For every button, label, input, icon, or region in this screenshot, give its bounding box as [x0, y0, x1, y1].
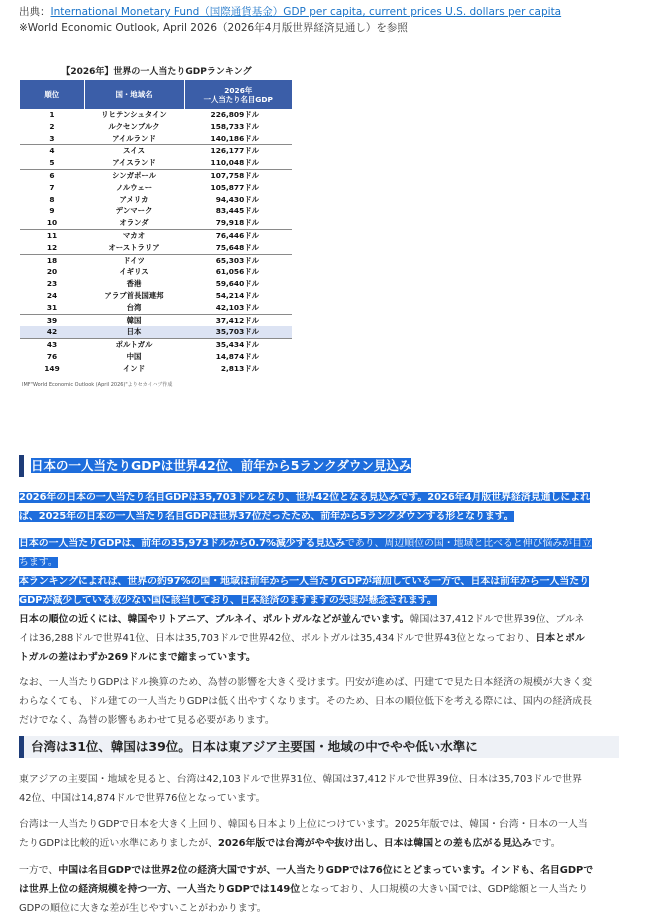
- cell-rank: 31: [46, 302, 58, 312]
- cell-country: スイス: [84, 145, 184, 157]
- table-row: [20, 133, 292, 145]
- table-row: [20, 314, 292, 326]
- header-gdp-label: 一人当たり名目GDP: [203, 94, 273, 104]
- cell-country: ノルウェー: [115, 182, 153, 192]
- cell-rank: 1: [49, 110, 55, 119]
- cell-gdp: 54,214ドル: [215, 290, 259, 300]
- cell-country: アイルランド: [112, 133, 156, 143]
- cell-rank: 24: [46, 290, 58, 300]
- table-row: [20, 157, 292, 169]
- section1-p4-text: なお、一人当たりGDPはドル換算のため、為替の影響を大きく受けます。円安が進めば、円建てで見た日本経済の規模が大きく変わらなくても、ドル建ての一人当たりGDPは低く出やすくなります。そのため、日本の順位低下を考える際には、国内の経済成長だけでなく、為替の影響もあわせて見る必要があります。: [19, 677, 593, 726]
- cell-country: 台湾: [126, 302, 142, 312]
- cell-gdp: 226,809ドル: [210, 110, 259, 119]
- cell-gdp: 158,733ドル: [210, 121, 259, 131]
- section2-paragraph-2: [19, 815, 594, 853]
- cell-gdp: 126,177ドル: [184, 145, 292, 157]
- section2-paragraph-1: [19, 770, 594, 808]
- section1-heading: [19, 455, 619, 477]
- section1-p3-text: 韓国は37,412ドルで世界39位、ブルネイは36,288ドルで世界41位、日本は35,703ドルで世界42位、ポルトガルは35,434ドルで世界43位となっており、: [19, 614, 585, 644]
- cell-country: 韓国: [84, 314, 184, 326]
- figure-title: 【2026年】世界の一人当たりGDPランキング: [61, 67, 252, 77]
- section1-p2-bold-2: 本ランキングによれば、世界の約97%の国・地域は前年から一人当たりGDPが増加している一方で、日本は前年から一人当たりGDPが減少している数少ない国に該当しており、日本経済のますますの失速が懸念されます。: [19, 576, 590, 606]
- figure-note: IMF"World Economic Outlook (April 2026)"よりセカイハブ作成: [22, 381, 173, 388]
- cell-country: シンガポール: [84, 169, 184, 181]
- source-link[interactable]: International Monetary Fund（国際通貨基金）GDP per capita, current prices U.S. dollars per capita: [50, 6, 562, 18]
- cell-rank: 5: [49, 158, 55, 168]
- section1-p2-rest: であり、周辺順位の国・地域と比べると伸び悩みが目立ちます。: [19, 538, 592, 568]
- cell-rank: 20: [46, 267, 58, 277]
- cell-gdp: 83,445ドル: [215, 206, 259, 216]
- header-rank: 順位: [20, 80, 84, 109]
- cell-country: オランダ: [119, 218, 149, 228]
- cell-rank: 8: [49, 194, 55, 204]
- table-row: [20, 363, 292, 375]
- section1-p3-bold-2: 日本とポルトガルの差はわずか269ドルにまで縮まっています。: [19, 633, 585, 663]
- table-row: [20, 109, 292, 121]
- cell-country: アイスランド: [112, 158, 156, 168]
- cell-gdp: 42,103ドル: [215, 302, 259, 312]
- section2-p3-start: 一方で、: [19, 865, 59, 876]
- cell-gdp: 61,056ドル: [215, 267, 259, 277]
- table-header-row: [20, 80, 292, 109]
- cell-country: デンマーク: [115, 206, 153, 216]
- section2-paragraph-3: [19, 861, 594, 917]
- cell-rank: 18: [20, 254, 84, 266]
- cell-rank: 149: [44, 363, 60, 373]
- cell-gdp: 94,430ドル: [215, 194, 259, 204]
- table-row: [20, 217, 292, 229]
- header-country: 国・地域名: [84, 80, 184, 109]
- section2-p1-text: 東アジアの主要国・地域を見ると、台湾は42,103ドルで世界31位、韓国は37,412ドルで世界39位、日本は35,703ドルで世界42位、中国は14,874ドルで世界76位となっています。: [19, 774, 582, 804]
- cell-rank: 43: [20, 339, 84, 351]
- table-body: [20, 109, 292, 375]
- ranking-table: [20, 80, 292, 375]
- table-row: [20, 254, 292, 266]
- table-row: [20, 242, 292, 254]
- cell-gdp: 76,446ドル: [184, 229, 292, 241]
- section2-p2-bold: 2026年版では台湾がやや抜け出し、日本は韓国との差も広がる見込み: [217, 838, 532, 849]
- cell-rank: 3: [49, 133, 55, 143]
- section2-heading: 台湾は31位、韓国は39位。日本は東アジア主要国・地域の中でやや低い水準に: [19, 736, 619, 758]
- cell-country: アメリカ: [119, 194, 149, 204]
- cell-country: ドイツ: [84, 254, 184, 266]
- cell-rank: 39: [20, 314, 84, 326]
- header-gdp-year: 2026年: [224, 85, 253, 95]
- table-row: [20, 205, 292, 217]
- cell-gdp: 110,048ドル: [210, 158, 259, 168]
- cell-gdp: 105,877ドル: [210, 182, 259, 192]
- section1-paragraph-2: [19, 534, 594, 610]
- table-row: [20, 266, 292, 278]
- section2-p2-end: です。: [531, 838, 561, 849]
- cell-rank: 9: [49, 206, 55, 216]
- cell-rank: 23: [46, 279, 58, 289]
- cell-country: イギリス: [119, 267, 149, 277]
- table-row: [20, 290, 292, 302]
- cell-gdp: 37,412ドル: [184, 314, 292, 326]
- cell-country: 中国: [126, 351, 142, 361]
- section1-p2-bold: 日本の一人当たりGDPは、前年の35,973ドルから0.7%減少する見込み: [19, 538, 346, 549]
- table-row: [20, 169, 292, 181]
- cell-gdp: 65,303ドル: [184, 254, 292, 266]
- table-row: [20, 326, 292, 338]
- cell-rank: 2: [49, 121, 55, 131]
- cell-gdp: 79,918ドル: [215, 218, 259, 228]
- cell-gdp: 2,813ドル: [220, 363, 259, 373]
- cell-rank: 4: [20, 145, 84, 157]
- table-row: [20, 194, 292, 206]
- cell-country: 日本: [84, 326, 184, 338]
- cell-rank: 6: [20, 169, 84, 181]
- table-row: [20, 229, 292, 241]
- table-row: [20, 339, 292, 351]
- section1-p3-bold: 日本の順位の近くには、韓国やリトアニア、ブルネイ、ポルトガルなどが並んでいます。: [19, 614, 410, 625]
- cell-country: マカオ: [84, 229, 184, 241]
- source-note: ※World Economic Outlook, April 2026（2026年4月版世界経済見通し）を参照: [19, 22, 408, 34]
- cell-country: アラブ首長国連邦: [104, 290, 164, 300]
- cell-gdp: 35,434ドル: [184, 339, 292, 351]
- cell-gdp: 14,874ドル: [215, 351, 259, 361]
- cell-gdp: 107,758ドル: [184, 169, 292, 181]
- cell-rank: 10: [46, 218, 58, 228]
- cell-country: ルクセンブルク: [108, 121, 160, 131]
- section2-p2-text: 台湾は一人当たりGDPで日本を大きく上回り、韓国も日本より上位につけています。2025年版では、韓国・台湾・日本の一人当たりGDPは比較的近い水準にありましたが、: [19, 819, 588, 849]
- table-row: [20, 145, 292, 157]
- cell-rank: 7: [49, 182, 55, 192]
- cell-country: インド: [122, 363, 146, 373]
- section1-p1-text: 2026年の日本の一人当たり名目GDPは35,703ドルとなり、世界42位となる見込みです。2026年4月版世界経済見通しによれば、2025年の日本の一人当たり名目GDPは世界37位だったため、前年から5ランクダウンする形となります。: [19, 492, 590, 522]
- section1-paragraph-1: [19, 488, 594, 526]
- header-gdp: [184, 80, 292, 109]
- table-row: [20, 278, 292, 290]
- cell-rank: 11: [20, 229, 84, 241]
- table-row: [20, 351, 292, 363]
- cell-gdp: 140,186ドル: [210, 133, 259, 143]
- cell-rank: 12: [46, 242, 58, 252]
- cell-country: 香港: [126, 279, 142, 289]
- table-row: [20, 182, 292, 194]
- section1-paragraph-3: [19, 610, 594, 667]
- section1-heading-text: 日本の一人当たりGDPは世界42位、前年から5ランクダウン見込み: [31, 458, 412, 473]
- section2-p3-text: となっており、人口規模の大きい国では、GDP総額と一人当たりGDPの順位に大きな差が生じやすいことがわかります。: [19, 884, 588, 914]
- cell-country: オーストラリア: [108, 242, 160, 252]
- section1-paragraph-4: [19, 673, 594, 730]
- cell-gdp: 75,648ドル: [215, 242, 259, 252]
- cell-rank: 76: [46, 351, 58, 361]
- cell-country: ポルトガル: [84, 339, 184, 351]
- section2-p3-bold: 中国は名目GDPでは世界2位の経済大国ですが、一人当たりGDPでは76位にとどまっています。インドも、名目GDPでは世界上位の経済規模を持つ一方、一人当たりGDPでは149位: [19, 865, 594, 895]
- source-prefix: 出典：: [19, 6, 51, 18]
- source-citation: [19, 4, 639, 36]
- cell-country: リヒテンシュタイン: [101, 110, 167, 119]
- ranking-figure: [19, 64, 294, 426]
- cell-gdp: 59,640ドル: [215, 279, 259, 289]
- cell-gdp: 35,703ドル: [184, 326, 292, 338]
- cell-rank: 42: [20, 326, 84, 338]
- table-row: [20, 302, 292, 314]
- table-row: [20, 121, 292, 133]
